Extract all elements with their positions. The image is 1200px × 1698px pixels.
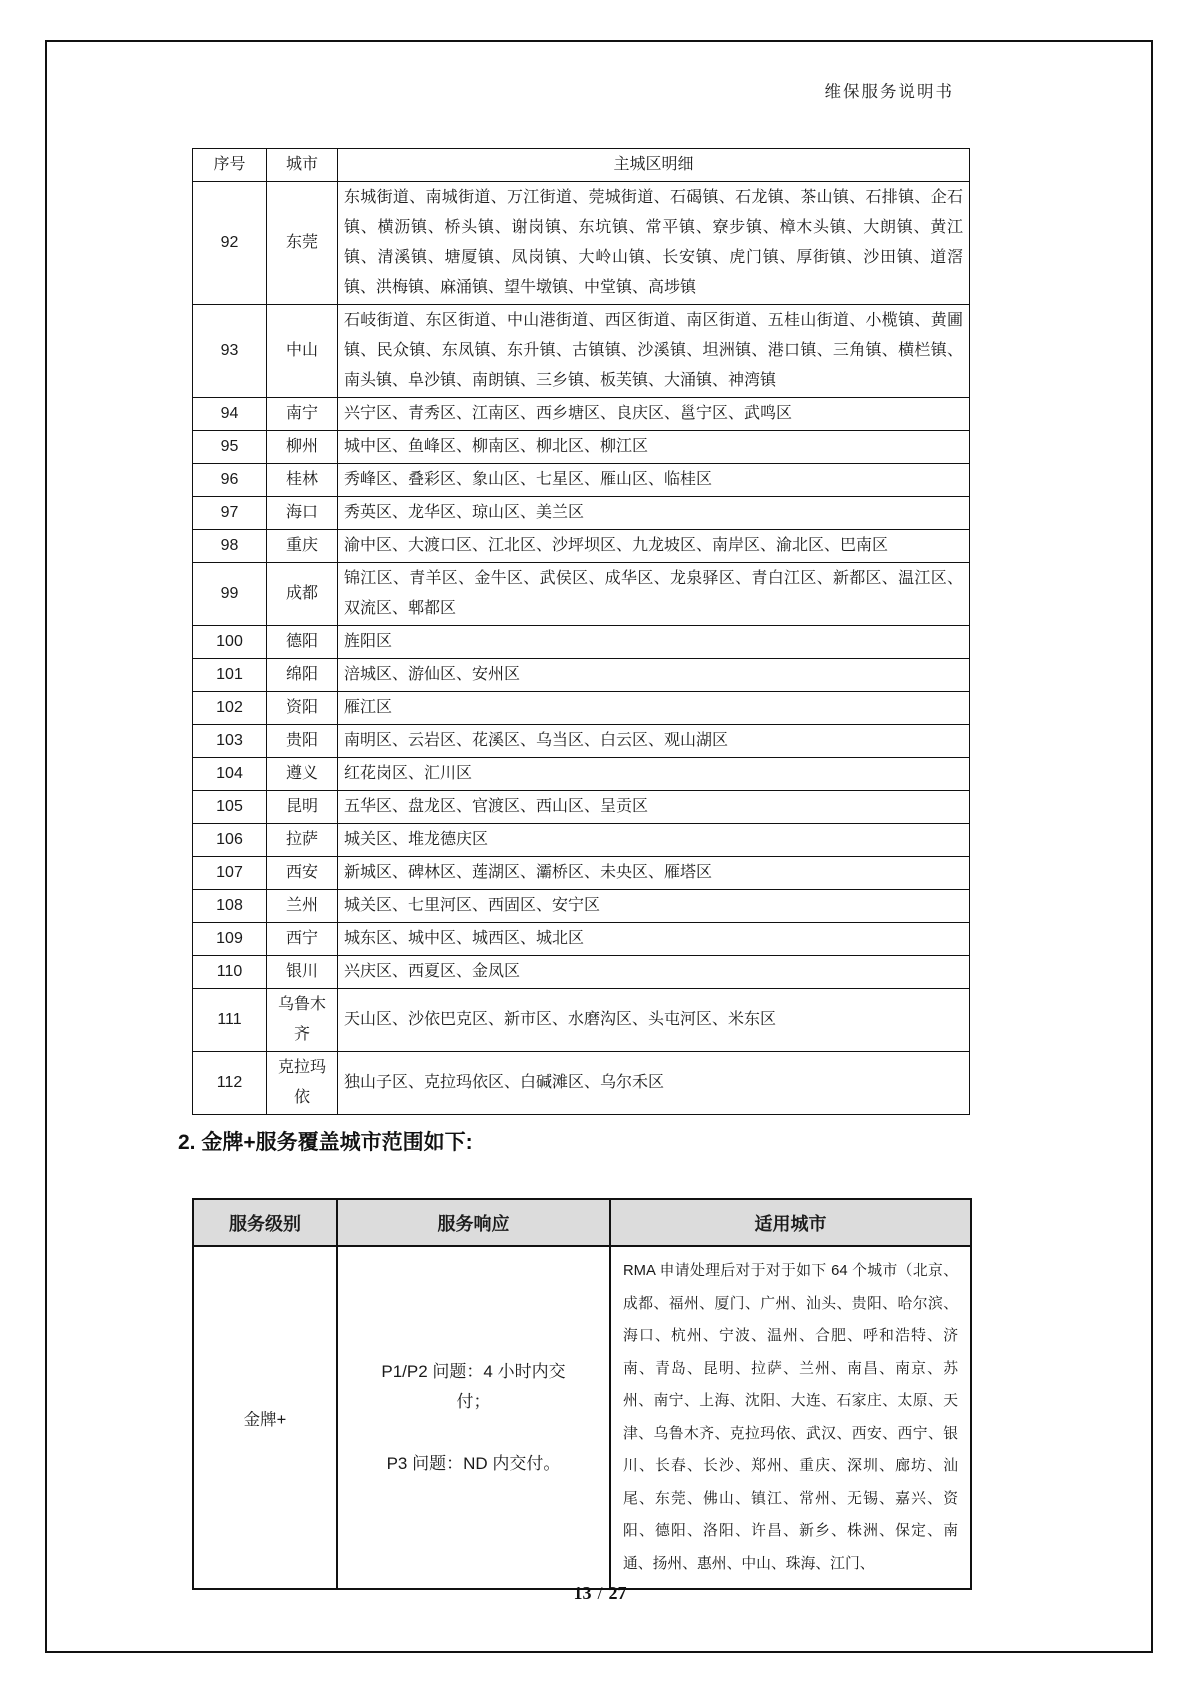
row-number-cell: 112 <box>193 1052 267 1115</box>
city-table-row <box>193 692 970 725</box>
districts-cell: 五华区、盘龙区、官渡区、西山区、呈贡区 <box>338 791 970 824</box>
districts-cell: 秀英区、龙华区、琼山区、美兰区 <box>338 497 970 530</box>
city-table-row <box>193 431 970 464</box>
row-number-cell: 110 <box>193 956 267 989</box>
city-table <box>192 148 970 1115</box>
row-number-cell: 96 <box>193 464 267 497</box>
city-name-cell: 西宁 <box>267 923 338 956</box>
row-number-cell: 102 <box>193 692 267 725</box>
doc-header-title: 维保服务说明书 <box>824 83 954 101</box>
city-table-row <box>193 497 970 530</box>
city-table-row <box>193 956 970 989</box>
row-number-cell: 95 <box>193 431 267 464</box>
city-table-row <box>193 530 970 563</box>
districts-cell: 渝中区、大渡口区、江北区、沙坪坝区、九龙坡区、南岸区、渝北区、巴南区 <box>338 530 970 563</box>
city-name-cell: 重庆 <box>267 530 338 563</box>
service-response-cell <box>337 1246 610 1589</box>
districts-cell: 城中区、鱼峰区、柳南区、柳北区、柳江区 <box>338 431 970 464</box>
city-name-cell: 银川 <box>267 956 338 989</box>
city-table-row <box>193 563 970 626</box>
districts-cell: 秀峰区、叠彩区、象山区、七星区、雁山区、临桂区 <box>338 464 970 497</box>
city-name-cell: 克拉玛依 <box>267 1052 338 1115</box>
city-table-row <box>193 890 970 923</box>
section-heading: 2. 金牌+服务覆盖城市范围如下: <box>178 1131 473 1154</box>
row-number-cell: 109 <box>193 923 267 956</box>
districts-cell: 天山区、沙依巴克区、新市区、水磨沟区、头屯河区、米东区 <box>338 989 970 1052</box>
page-footer <box>0 1583 1200 1604</box>
districts-cell: 石岐街道、东区街道、中山港街道、西区街道、南区街道、五桂山街道、小榄镇、黄圃镇、民众镇、东凤镇、东升镇、古镇镇、沙溪镇、坦洲镇、港口镇、三角镇、横栏镇、南头镇、阜沙镇、南朗镇、三乡镇、板芙镇、大涌镇、神湾镇 <box>338 305 970 398</box>
districts-cell: 锦江区、青羊区、金牛区、武侯区、成华区、龙泉驿区、青白江区、新都区、温江区、双流区、郫都区 <box>338 563 970 626</box>
city-table-row <box>193 857 970 890</box>
districts-cell: 红花岗区、汇川区 <box>338 758 970 791</box>
districts-cell: 兴庆区、西夏区、金凤区 <box>338 956 970 989</box>
city-table-row <box>193 305 970 398</box>
city-table-row <box>193 824 970 857</box>
row-number-cell: 97 <box>193 497 267 530</box>
service-level-cell: 金牌+ <box>193 1246 337 1589</box>
row-number-cell: 108 <box>193 890 267 923</box>
response-p1p2: P1/P2 问题：4 小时内交付； <box>381 1361 566 1411</box>
districts-cell: 东城街道、南城街道、万江街道、莞城街道、石碣镇、石龙镇、茶山镇、石排镇、企石镇、横沥镇、桥头镇、谢岗镇、东坑镇、常平镇、寮步镇、樟木头镇、大朗镇、黄江镇、清溪镇、塘厦镇、凤岗镇、大岭山镇、长安镇、虎门镇、厚街镇、沙田镇、道滘镇、洪梅镇、麻涌镇、望牛墩镇、中堂镇、高埗镇 <box>338 182 970 305</box>
row-number-cell: 98 <box>193 530 267 563</box>
city-table-row <box>193 659 970 692</box>
districts-cell: 城关区、七里河区、西固区、安宁区 <box>338 890 970 923</box>
col-header-service-response: 服务响应 <box>337 1199 610 1246</box>
city-table-row <box>193 1052 970 1115</box>
city-name-cell: 中山 <box>267 305 338 398</box>
col-header-applicable-cities: 适用城市 <box>610 1199 971 1246</box>
city-table-row <box>193 464 970 497</box>
row-number-cell: 94 <box>193 398 267 431</box>
city-name-cell: 海口 <box>267 497 338 530</box>
row-number-cell: 101 <box>193 659 267 692</box>
districts-cell: 城东区、城中区、城西区、城北区 <box>338 923 970 956</box>
city-table-row <box>193 791 970 824</box>
row-number-cell: 106 <box>193 824 267 857</box>
districts-cell: 雁江区 <box>338 692 970 725</box>
applicable-cities-cell: RMA 申请处理后对于对于如下 64 个城市（北京、成都、福州、厦门、广州、汕头、贵阳、哈尔滨、海口、杭州、宁波、温州、合肥、呼和浩特、济南、青岛、昆明、拉萨、兰州、南昌、南京、苏州、南宁、上海、沈阳、大连、石家庄、太原、天津、乌鲁木齐、克拉玛依、武汉、西安、西宁、银川、长春、长沙、郑州、重庆、深圳、廊坊、汕尾、东莞、佛山、镇江、常州、无锡、嘉兴、资阳、德阳、洛阳、许昌、新乡、株洲、保定、南通、扬州、惠州、中山、珠海、江门、 <box>610 1246 971 1589</box>
city-name-cell: 遵义 <box>267 758 338 791</box>
city-table-body <box>193 182 970 1115</box>
city-table-header-row <box>193 149 970 182</box>
city-table-row <box>193 398 970 431</box>
response-p3: P3 问题：ND 内交付。 <box>386 1453 561 1473</box>
city-name-cell: 贵阳 <box>267 725 338 758</box>
row-number-cell: 100 <box>193 626 267 659</box>
city-name-cell: 德阳 <box>267 626 338 659</box>
city-name-cell: 兰州 <box>267 890 338 923</box>
col-header-city: 城市 <box>267 149 338 182</box>
page-number-separator: / <box>597 1583 603 1603</box>
city-name-cell: 拉萨 <box>267 824 338 857</box>
districts-cell: 独山子区、克拉玛依区、白碱滩区、乌尔禾区 <box>338 1052 970 1115</box>
city-name-cell: 西安 <box>267 857 338 890</box>
service-table <box>192 1198 972 1590</box>
page-number-current: 13 <box>573 1583 592 1603</box>
page-number-total: 27 <box>608 1583 627 1603</box>
city-table-row <box>193 725 970 758</box>
districts-cell: 新城区、碑林区、莲湖区、灞桥区、未央区、雁塔区 <box>338 857 970 890</box>
row-number-cell: 104 <box>193 758 267 791</box>
city-table-row <box>193 182 970 305</box>
districts-cell: 兴宁区、青秀区、江南区、西乡塘区、良庆区、邕宁区、武鸣区 <box>338 398 970 431</box>
city-table-row <box>193 758 970 791</box>
city-name-cell: 柳州 <box>267 431 338 464</box>
city-name-cell: 南宁 <box>267 398 338 431</box>
city-name-cell: 绵阳 <box>267 659 338 692</box>
row-number-cell: 93 <box>193 305 267 398</box>
col-header-districts: 主城区明细 <box>338 149 970 182</box>
row-number-cell: 92 <box>193 182 267 305</box>
city-name-cell: 资阳 <box>267 692 338 725</box>
col-header-no: 序号 <box>193 149 267 182</box>
city-table-row <box>193 923 970 956</box>
city-name-cell: 东莞 <box>267 182 338 305</box>
service-table-row <box>193 1246 971 1589</box>
city-name-cell: 桂林 <box>267 464 338 497</box>
service-table-header-row <box>193 1199 971 1246</box>
districts-cell: 旌阳区 <box>338 626 970 659</box>
city-name-cell: 乌鲁木齐 <box>267 989 338 1052</box>
city-table-row <box>193 989 970 1052</box>
row-number-cell: 99 <box>193 563 267 626</box>
row-number-cell: 107 <box>193 857 267 890</box>
districts-cell: 南明区、云岩区、花溪区、乌当区、白云区、观山湖区 <box>338 725 970 758</box>
row-number-cell: 103 <box>193 725 267 758</box>
districts-cell: 涪城区、游仙区、安州区 <box>338 659 970 692</box>
row-number-cell: 105 <box>193 791 267 824</box>
col-header-service-level: 服务级别 <box>193 1199 337 1246</box>
row-number-cell: 111 <box>193 989 267 1052</box>
city-name-cell: 成都 <box>267 563 338 626</box>
districts-cell: 城关区、堆龙德庆区 <box>338 824 970 857</box>
city-table-row <box>193 626 970 659</box>
city-name-cell: 昆明 <box>267 791 338 824</box>
